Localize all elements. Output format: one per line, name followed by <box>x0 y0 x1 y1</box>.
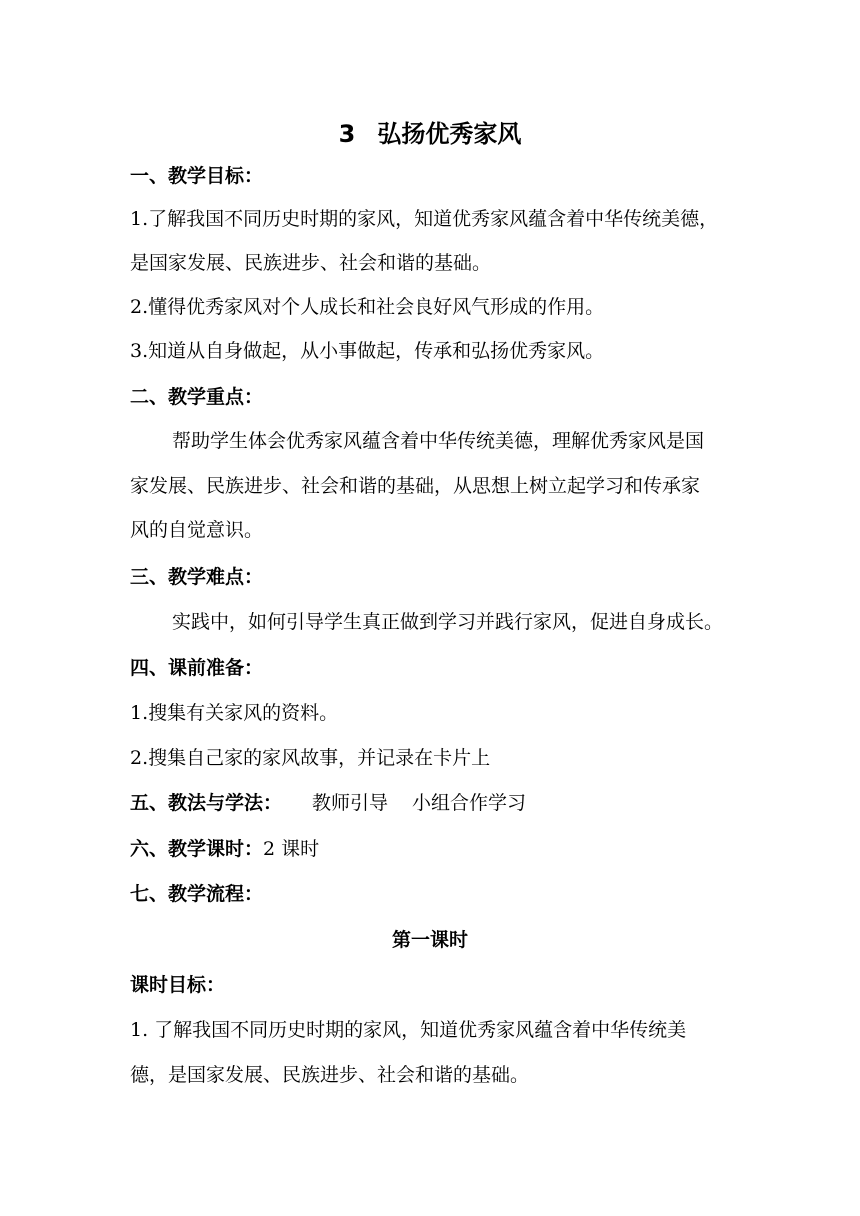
goal-1-line-2: 是国家发展、民族进步、社会和谐的基础。 <box>130 252 492 274</box>
goal-1-line-1: 1.了解我国不同历史时期的家风，知道优秀家风蕴含着中华传统美德， <box>130 208 719 230</box>
lesson-number: 3 <box>338 120 356 148</box>
key-points-heading: 二、教学重点： <box>130 386 264 408</box>
goal-2: 2.懂得优秀家风对个人成长和社会良好风气形成的作用。 <box>130 296 605 318</box>
preparation-heading: 四、课前准备： <box>130 657 264 679</box>
teaching-goals-heading: 一、教学目标： <box>130 165 264 187</box>
class-hours-heading: 六、教学课时： <box>130 838 264 860</box>
lesson-goal-1-line-2: 德，是国家发展、民族进步、社会和谐的基础。 <box>130 1064 530 1086</box>
preparation-item-2: 2.搜集自己家的家风故事，并记录在卡片上 <box>130 747 491 769</box>
method-2: 小组合作学习 <box>412 792 527 814</box>
goal-3: 3.知道从自身做起，从小事做起，传承和弘扬优秀家风。 <box>130 340 605 362</box>
class-hours-value: 2 课时 <box>263 838 320 860</box>
lesson-goals-heading: 课时目标： <box>130 974 226 996</box>
lesson-goal-1-line-1: 1. 了解我国不同历史时期的家风，知道优秀家风蕴含着中华传统美 <box>130 1019 687 1041</box>
key-points-line-2: 家发展、民族进步、社会和谐的基础，从思想上树立起学习和传承家 <box>130 475 701 497</box>
methods-row <box>130 791 526 815</box>
process-heading: 七、教学流程： <box>130 883 264 905</box>
method-1: 教师引导 <box>312 792 389 814</box>
document-title <box>0 114 860 149</box>
difficulties-line-1: 实践中，如何引导学生真正做到学习并践行家风，促进自身成长。 <box>172 611 724 633</box>
key-points-line-3: 风的自觉意识。 <box>130 519 264 541</box>
key-points-line-1: 帮助学生体会优秀家风蕴含着中华传统美德，理解优秀家风是国 <box>172 430 705 452</box>
preparation-item-1: 1.搜集有关家风的资料。 <box>130 702 339 724</box>
difficulties-heading: 三、教学难点： <box>130 566 264 588</box>
class-hours-row <box>130 837 319 861</box>
lesson-title: 弘扬优秀家风 <box>377 120 522 148</box>
lesson-1-title: 第一课时 <box>391 929 468 951</box>
methods-heading: 五、教法与学法： <box>130 792 283 814</box>
